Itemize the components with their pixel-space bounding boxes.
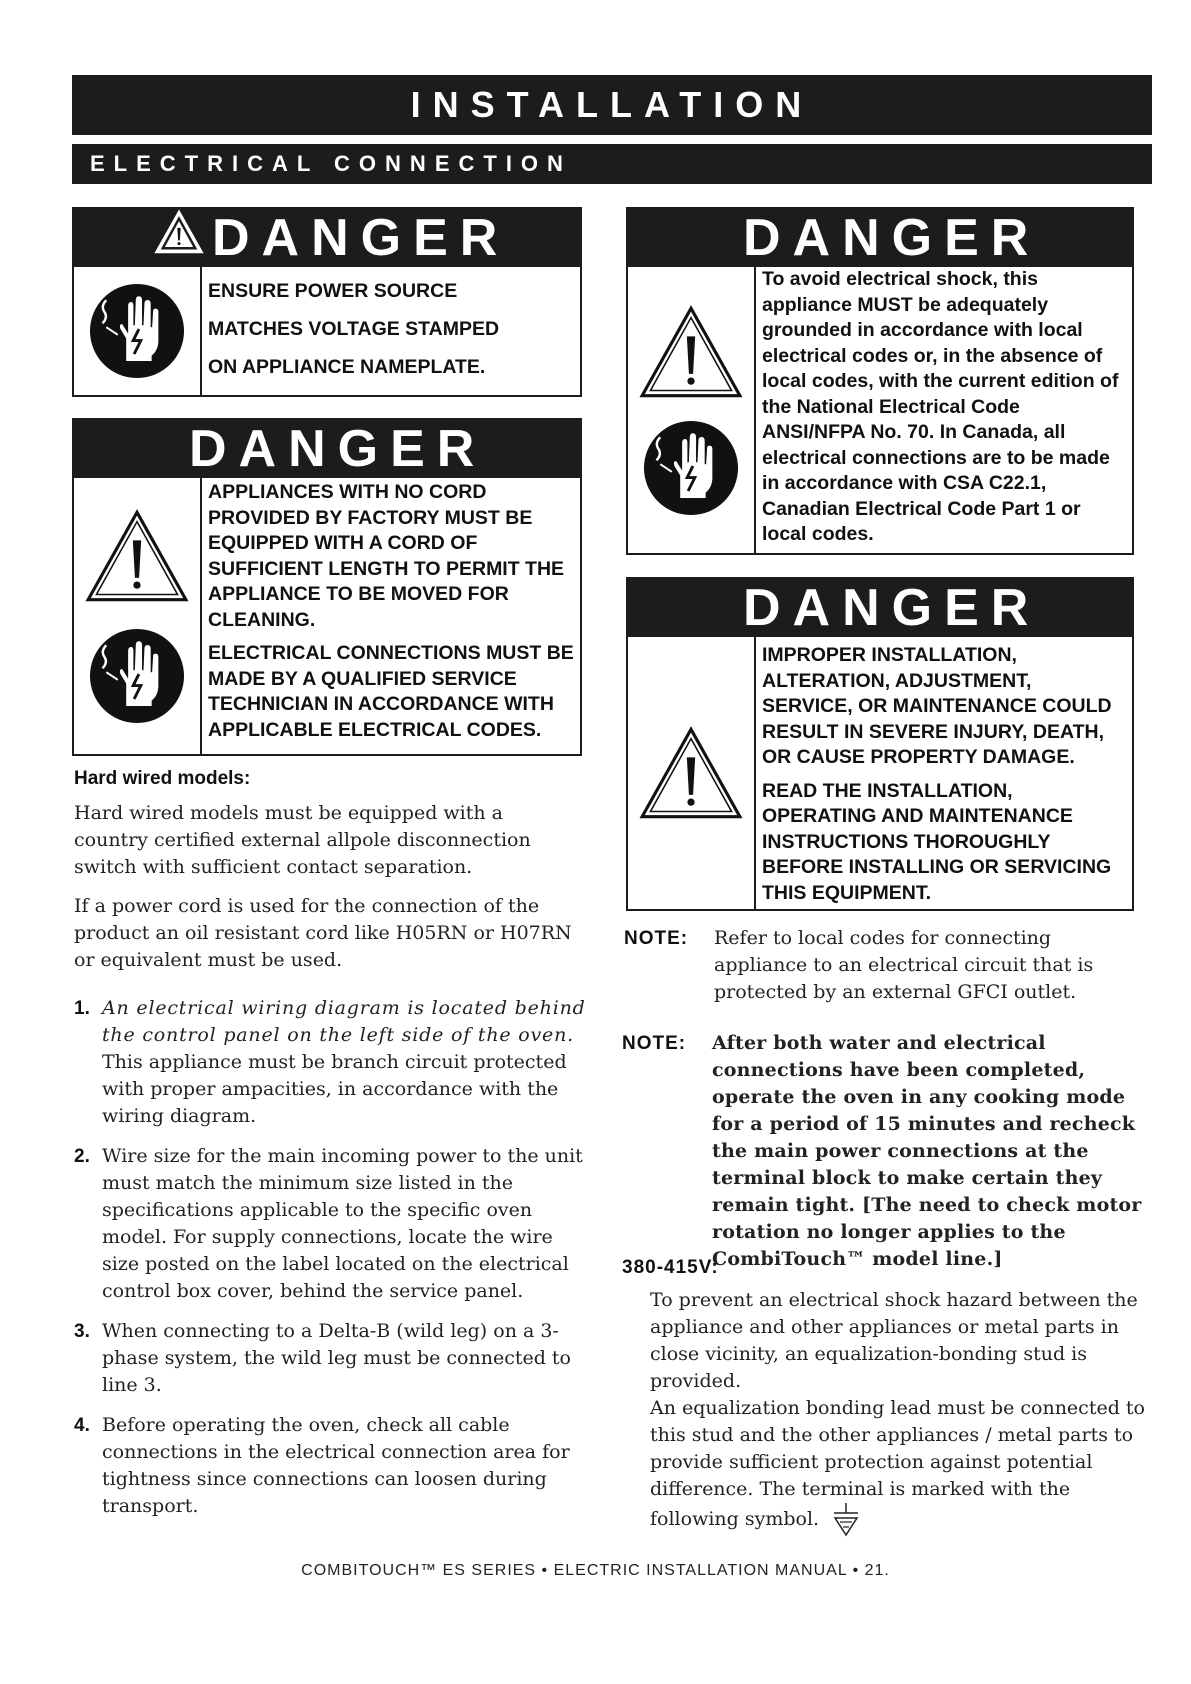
danger-icons [74,478,202,754]
list-item [74,1143,594,1305]
voltage-paragraph [650,1395,1160,1537]
section-title: INSTALLATION [72,75,1152,135]
note-recheck [622,1030,1152,1273]
danger-box-installation [626,577,1134,911]
step-number: 3. [74,1321,90,1342]
note-label: NOTE: [624,928,689,949]
voltage-paragraph-text: An equalization bonding lead must be connected to this stud and the other appliances / metal parts to provide sufficient protection against potential difference. The terminal is marked with the following symbol. [650,1397,1145,1530]
hard-wired-paragraph: Hard wired models must be equipped with a country certified external allpole disconnection switch with sufficient contact separation. [74,802,531,878]
danger-box-grounding [626,207,1134,555]
danger-icons [628,637,756,909]
danger-heading [74,420,580,478]
danger-paragraph: ELECTRICAL CONNECTIONS MUST BE MADE BY A QUALIFIED SERVICE TECHNICIAN IN ACCORDANCE WITH APPLICABLE ELECTRICAL CODES. [208,642,574,741]
danger-icons [628,267,756,553]
section-subtitle: ELECTRICAL CONNECTION [72,144,1152,184]
note-text: Refer to local codes for connecting appliance to an electrical circuit that is protected by an external GFCI outlet. [714,927,1094,1003]
danger-heading [74,209,580,267]
voltage-heading: 380-415V: [622,1257,719,1278]
danger-box-cord [72,418,582,756]
page-footer: COMBITOUCH™ ES SERIES • ELECTRIC INSTALLATION MANUAL • 21. [301,1562,890,1579]
note-text: After both water and electrical connections have been completed, operate the oven in any cooking mode for a period of 15 minutes and recheck the main power connections at the terminal block to make certain they remain tight. [The need to check motor rotation no longer applies to the CombiTouch™ model line.] [712,1032,1142,1270]
list-item [74,1318,594,1399]
danger-text [202,267,580,395]
step-text: Wire size for the main incoming power to the unit must match the minimum size listed in the specifications applicable to the specific oven model. For supply connections, locate the wire size posted on the label located on the electrical control box cover, behind the service panel. [102,1145,583,1302]
danger-line: ON APPLIANCE NAMEPLATE. [208,356,486,378]
voltage-body [650,1287,1160,1537]
danger-paragraph: IMPROPER INSTALLATION, ALTERATION, ADJUSTMENT, SERVICE, OR MAINTENANCE COULD RESULT IN SEVERE INJURY, DEATH, OR CAUSE PROPERTY DAMAGE. [762,644,1112,768]
step-number: 4. [74,1415,90,1436]
note-label: NOTE: [622,1033,687,1054]
danger-heading-text: DANGER [743,579,1041,637]
step-italic-text: An electrical wiring diagram is located behind the control panel on the left side of the oven. [102,997,586,1046]
warning-triangle-icon [639,304,743,400]
step-text: Before operating the oven, check all cable connections in the electrical connection area for tightness since connections can loosen during transport. [102,1414,570,1517]
danger-paragraph: READ THE INSTALLATION, OPERATING AND MAINTENANCE INSTRUCTIONS THOROUGHLY BEFORE INSTALLING OR SERVICING THIS EQUIPMENT. [762,779,1112,904]
warning-triangle-icon [154,209,204,267]
note-gfci [624,925,1144,1006]
danger-paragraph: APPLIANCES WITH NO CORD PROVIDED BY FACTORY MUST BE EQUIPPED WITH A CORD OF SUFFICIENT LENGTH TO PERMIT THE APPLIANCE TO BE MOVED FOR CLEANING. [208,481,565,631]
danger-line: ENSURE POWER SOURCE [208,280,458,302]
electric-shock-hand-icon [89,628,185,724]
danger-text [756,637,1132,909]
danger-heading [628,579,1132,637]
danger-text [756,267,1132,553]
danger-icons [74,267,202,395]
electric-shock-hand-icon [643,420,739,516]
danger-paragraph: To avoid electrical shock, this appliance MUST be adequately grounded in accordance with local electrical codes or, in the absence of local codes, with the current edition of the National Electrical Code ANSI/NFPA No. 70. In Canada, all electrical connections are to be made in accordance with CSA C22.1, Canadian Electrical Code Part 1 or local codes. [762,268,1119,545]
danger-heading [628,209,1132,267]
list-item [74,1412,594,1520]
voltage-paragraph: To prevent an electrical shock hazard between the appliance and other appliances or metal parts in close vicinity, an equalization-bonding stud is provided. [650,1289,1138,1392]
step-text [102,995,594,1130]
step-number: 2. [74,1146,90,1167]
danger-heading-text: DANGER [743,209,1041,267]
danger-line: MATCHES VOLTAGE STAMPED [208,318,500,340]
hard-wired-heading: Hard wired models: [74,768,251,789]
step-text: When connecting to a Delta-B (wild leg) on a 3-phase system, the wild leg must be connected to line 3. [102,1320,571,1396]
equipotential-ground-icon [831,1503,861,1537]
warning-triangle-icon [85,508,189,604]
danger-text [202,478,580,754]
electric-shock-hand-icon [89,283,185,379]
danger-heading-text: DANGER [189,420,487,478]
hard-wired-paragraph: If a power cord is used for the connection of the product an oil resistant cord like H05RN or H07RN or equivalent must be used. [74,895,572,971]
danger-box-voltage [72,207,582,397]
installation-steps [74,995,594,1533]
warning-triangle-icon [639,725,743,821]
step-body-text: This appliance must be branch circuit protected with proper ampacities, in accordance with the wiring diagram. [102,1051,567,1127]
list-item [74,995,594,1130]
step-number: 1. [74,998,90,1019]
danger-heading-text: DANGER [212,209,510,267]
